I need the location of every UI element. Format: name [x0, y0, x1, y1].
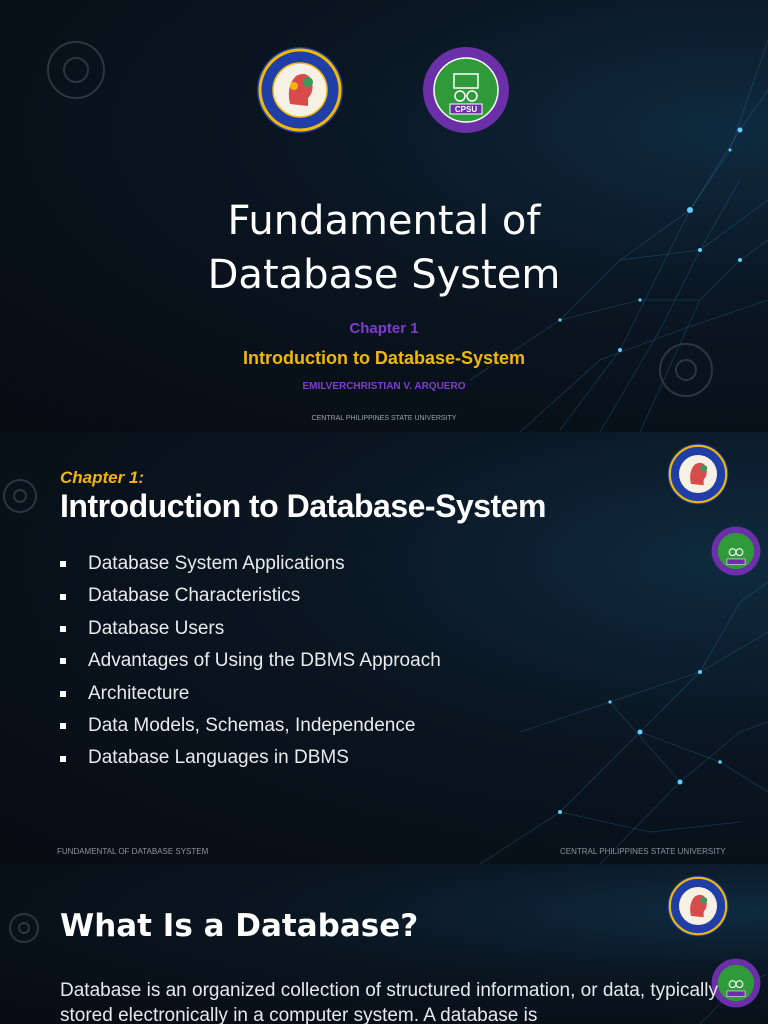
list-item — [60, 678, 441, 710]
list-item — [60, 742, 441, 774]
list-item-text: Database Languages in DBMS — [88, 747, 349, 769]
bullet-square-icon — [60, 658, 66, 664]
college-of-computer-studies-logo — [256, 46, 344, 134]
bullet-square-icon — [60, 594, 66, 600]
list-item-text: Advantages of Using the DBMS Approach — [88, 650, 441, 672]
chapter-label: Chapter 1 — [349, 320, 419, 337]
list-item — [60, 580, 441, 612]
bullet-square-icon — [60, 691, 66, 697]
list-item-text: Database Characteristics — [88, 585, 301, 607]
list-item-text: Data Models, Schemas, Independence — [88, 714, 416, 736]
definition-slide — [0, 864, 768, 1024]
cpsu-logo-text: CPSU — [454, 105, 478, 114]
cpsu-logo-small — [711, 526, 761, 576]
college-of-computer-studies-logo-small — [667, 443, 729, 505]
list-item-text: Database Users — [88, 617, 225, 639]
footer-right: CENTRAL PHILIPPINES STATE UNIVERSITY — [560, 847, 726, 856]
college-of-computer-studies-logo-small — [667, 875, 729, 937]
definition-paragraph: Database is an organized collection of structured information, or data, typically stored electronically in a computer system. A database is — [60, 980, 718, 1024]
presentation-title-line1: Fundamental of — [227, 198, 541, 244]
topic-list — [60, 548, 441, 775]
slide-heading: Introduction to Database-System — [60, 488, 546, 524]
list-item — [60, 548, 441, 580]
cpsu-logo — [422, 46, 510, 134]
chapter-subtitle: Introduction to Database-System — [242, 348, 526, 368]
footer-left: FUNDAMENTAL OF DATABASE SYSTEM — [57, 847, 209, 856]
bullet-square-icon — [60, 723, 66, 729]
list-item — [60, 613, 441, 645]
outline-slide — [0, 432, 768, 864]
presentation-title-line2: Database System — [207, 252, 561, 298]
bullet-square-icon — [60, 626, 66, 632]
slide-heading: What Is a Database? — [60, 908, 419, 944]
list-item-text: Database System Applications — [88, 553, 345, 574]
list-item — [60, 710, 441, 742]
list-item-text: Architecture — [88, 682, 190, 704]
bullet-square-icon — [60, 561, 66, 567]
list-item — [60, 645, 441, 677]
title-slide — [0, 0, 768, 432]
university-name: CENTRAL PHILIPPINES STATE UNIVERSITY — [311, 415, 457, 422]
author-name: EMILVERCHRISTIAN V. ARQUERO — [302, 381, 466, 392]
chapter-label: Chapter 1: — [60, 468, 145, 487]
bullet-square-icon — [60, 756, 66, 762]
